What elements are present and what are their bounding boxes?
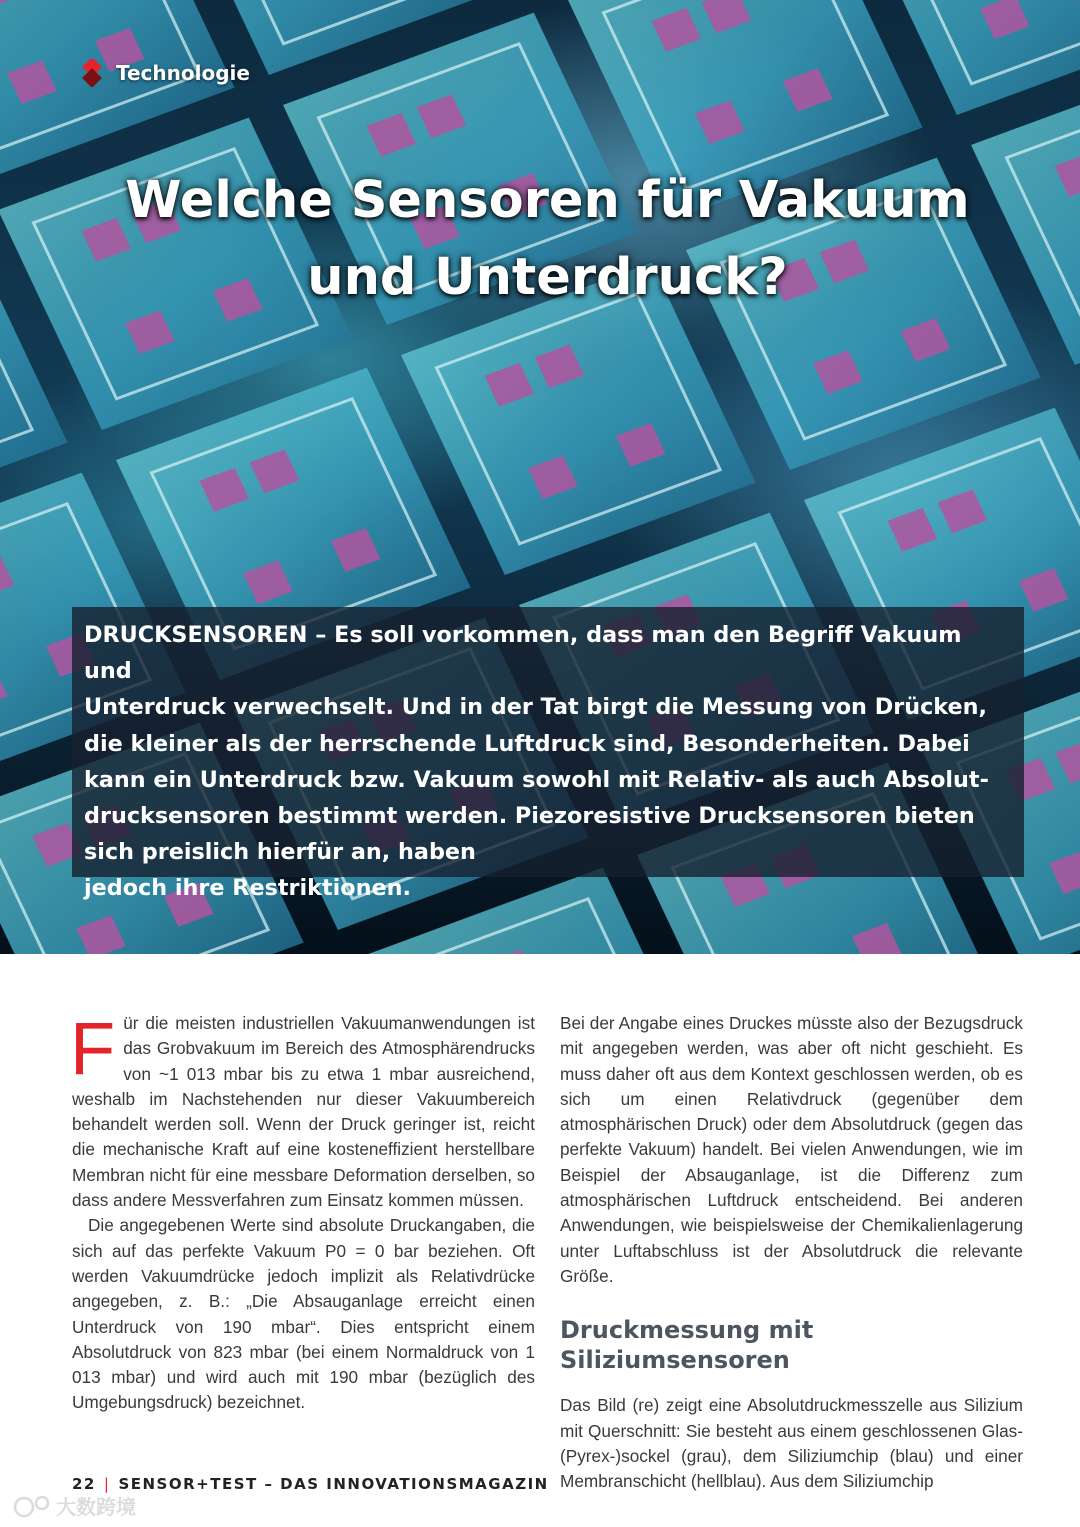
title-line-2: und Unterdruck?: [307, 248, 788, 307]
magazine-name: SENSOR+TEST – DAS INNOVATIONSMAGAZIN: [118, 1475, 549, 1493]
section-subheading: Druckmessung mit Siliziumsensoren: [560, 1316, 814, 1375]
lead-line: jedoch ihre Restriktionen.: [84, 875, 411, 902]
body-column-right: [560, 1011, 1023, 1494]
section-label: Technologie: [116, 61, 250, 85]
watermark-text: 大数跨境: [56, 1495, 136, 1519]
body-text: ür die meisten industriellen Vakuumanwendungen ist das Grobvakuum im Bereich des Atmosphärendrucks von ~1 013 mbar bis zu etwa 1 mbar ausreichend, weshalb im Nachstehenden nur dieser Vakuumbereich behandelt werden soll. Wenn der Druck geringer ist, reicht die mechanische Kraft auf eine kosteneffizient herstellbare Membran nicht für eine messbare Deformation derselben, so dass andere Messverfahren zum Einsatz kommen müssen.: [72, 1013, 535, 1211]
body-paragraph-4: Das Bild (re) zeigt eine Absolutdruckmesszelle aus Silizium mit Querschnitt: Sie besteht aus einem geschlossenen Glas-(Pyrex-)sockel (grau), dem Siliziumchip (blau) und einer Membranschicht (hellblau). Aus dem Siliziumchip: [560, 1395, 1023, 1492]
lead-line: drucksensoren bestimmt werden. Piezoresistive Drucksensoren bieten: [84, 803, 975, 830]
lead-box: [72, 607, 1024, 902]
lead-line: sich preislich hierfür an, haben: [84, 839, 476, 866]
title-line-1: Welche Sensoren für Vakuum: [125, 171, 970, 230]
body-paragraph-1: [70, 1007, 535, 1213]
footer-separator: |: [103, 1475, 111, 1493]
lead-line: kann ein Unterdruck bzw. Vakuum sowohl mit Relativ- als auch Absolut-: [84, 766, 989, 793]
body-paragraph-2: Die angegebenen Werte sind absolute Druckangaben, die sich auf das perfekte Vakuum P0 = 0 bar beziehen. Oft werden Vakuumdrücke jedoch implizit als Relativdrücke angegeben, z. B.: „Die Absauganlage erreicht einen Unterdruck von 190 mbar“. Dies entspricht einem Absolutdruck von 823 mbar (bei einem Normaldruck von 1 013 mbar) und wird auch mit 190 mbar (bezüglich des Umgebungsdruck) bezeichnet.: [72, 1215, 535, 1413]
body-column-left: [70, 1007, 535, 1416]
brand-logo-icon: [8, 1490, 148, 1524]
lead-line: die kleiner als der herrschende Luftdruck sind, Besonderheiten. Dabei: [84, 730, 970, 757]
lead-line: DRUCKSENSOREN – Es soll vorkommen, dass man den Begriff Vakuum und: [84, 622, 962, 685]
page-title: [60, 162, 1035, 316]
body-paragraph-3: Bei der Angabe eines Druckes müsste also der Bezugsdruck mit angegeben werden, was aber oft nicht geschieht. Es muss daher oft aus dem Kontext geschlossen werden, ob es sich um einen Relativdruck (gegenüber dem atmosphärischen Druck) oder dem Absolutdruck (gegen das perfekte Vakuum) handelt. Bei vielen Anwendungen, wie im Beispiel der Absauganlage, ist die Differenz zum atmosphärischen Luftdruck entscheidend. Bei anderen Anwendungen, wie beispielsweise der Chemikalienlagerung unter Luftabschluss ist der Absolutdruck die relevante Größe.: [560, 1013, 1023, 1286]
drop-cap: F: [70, 1007, 116, 1090]
red-diamond-icon: [78, 59, 106, 87]
lead-line: Unterdruck verwechselt. Und in der Tat birgt die Messung von Drücken,: [84, 694, 987, 721]
page-number: 22: [72, 1475, 96, 1493]
lead-paragraph: [84, 617, 1012, 907]
section-tag: [78, 58, 250, 88]
